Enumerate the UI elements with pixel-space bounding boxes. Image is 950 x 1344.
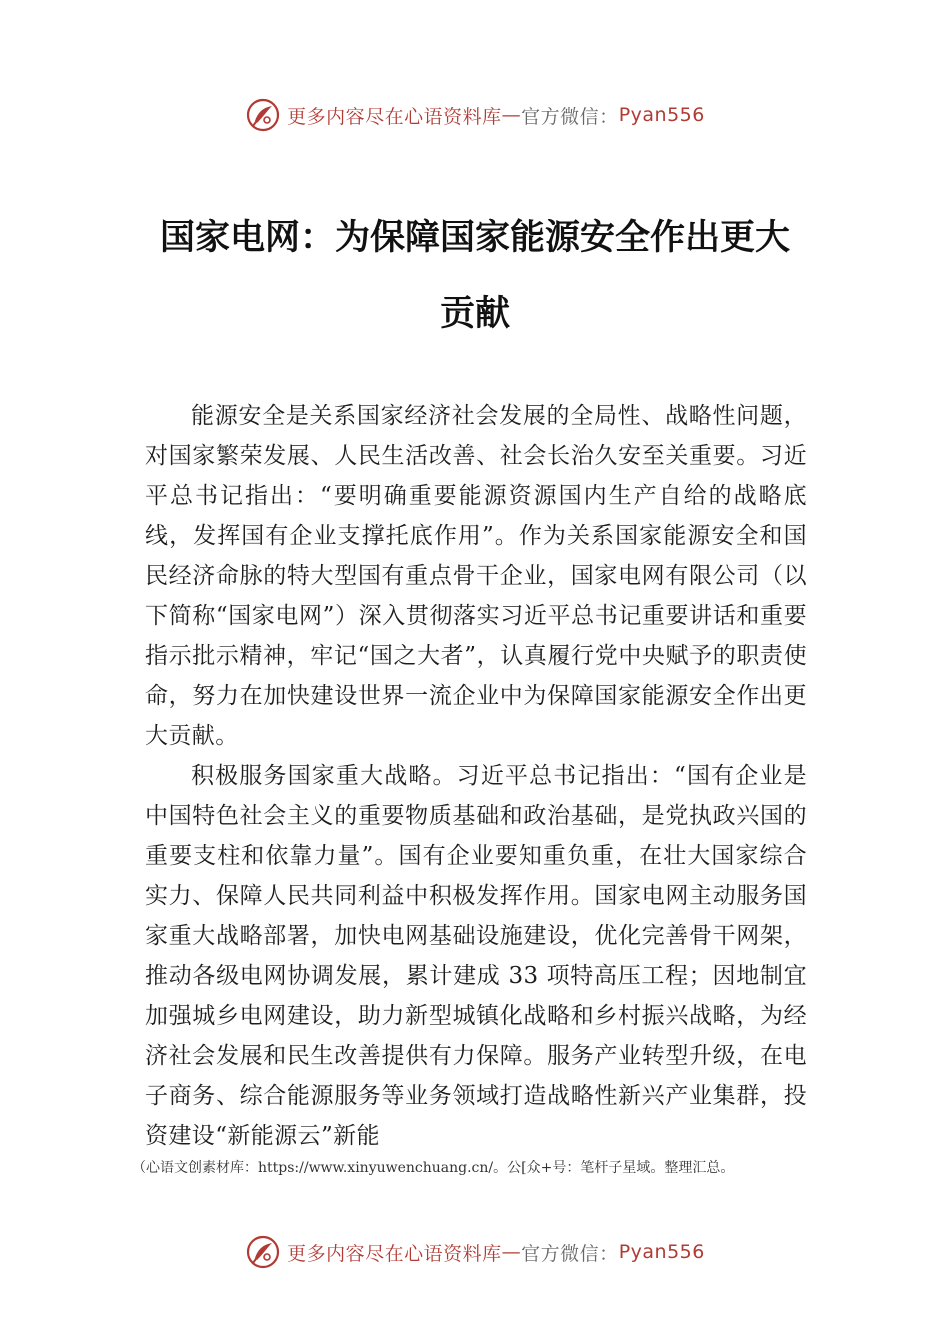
paragraph-1: 能源安全是关系国家经济社会发展的全局性、战略性问题，对国家繁荣发展、人民生活改善、社会长治久安至关重要。习近平总书记指出：“要明确重要能源资源国内生产自给的战略底线，发挥国有企业支撑托底作用”。作为关系国家能源安全和国民经济命脉的特大型国有重点骨干企业，国家电网有限公司（以下简称“国家电网”）深入贯彻落实习近平总书记重要讲话和重要指示批示精神，牢记“国之大者”，认真履行党中央赋予的职责使命，努力在加快建设世界一流企业中为保障国家能源安全作出更大贡献。 — [145, 403, 807, 749]
wechat-id: Pyan556 — [618, 104, 705, 126]
title-line-2: 贡献 — [439, 293, 510, 334]
document-body — [145, 396, 807, 1156]
footer-banner — [0, 1232, 950, 1272]
title-line-1: 国家电网：为保障国家能源安全作出更大 — [159, 217, 790, 258]
paragraph-2: 积极服务国家重大战略。习近平总书记指出：“国有企业是中国特色社会主义的重要物质基础和政治基础，是党执政兴国的重要支柱和依靠力量”。国有企业要知重负重，在壮大国家综合实力、保障人民共同利益中积极发挥作用。国家电网主动服务国家重大战略部署，加快电网基础设施建设，优化完善骨干网架，推动各级电网协调发展，累计建成 33 项特高压工程；因地制宜加强城乡电网建设，助力新型城镇化战略和乡村振兴战略，为经济社会发展和民生改善提供有力保障。服务产业转型升级，在电子商务、综合能源服务等业务领域打造战略性新兴产业集群，投资建设“新能源云”新能 — [145, 763, 807, 1149]
xinyu-logo-icon — [245, 97, 281, 133]
promo-text: 更多内容尽在心语资料库 — [287, 105, 502, 128]
wechat-id: Pyan556 — [618, 1241, 705, 1263]
wechat-label: 官方微信： — [521, 105, 619, 128]
xinyu-logo-icon — [245, 1234, 281, 1270]
document-title — [140, 200, 810, 352]
source-footnote: （心语文创素材库：https://www.xinyuwenchuang.cn/。公[众+号：笔杆子星域。整理汇总。 — [132, 1160, 735, 1176]
banner-dash: — — [501, 104, 522, 126]
banner-dash: — — [501, 1241, 522, 1263]
promo-text: 更多内容尽在心语资料库 — [287, 1242, 502, 1265]
header-banner — [0, 95, 950, 135]
wechat-label: 官方微信： — [521, 1242, 619, 1265]
